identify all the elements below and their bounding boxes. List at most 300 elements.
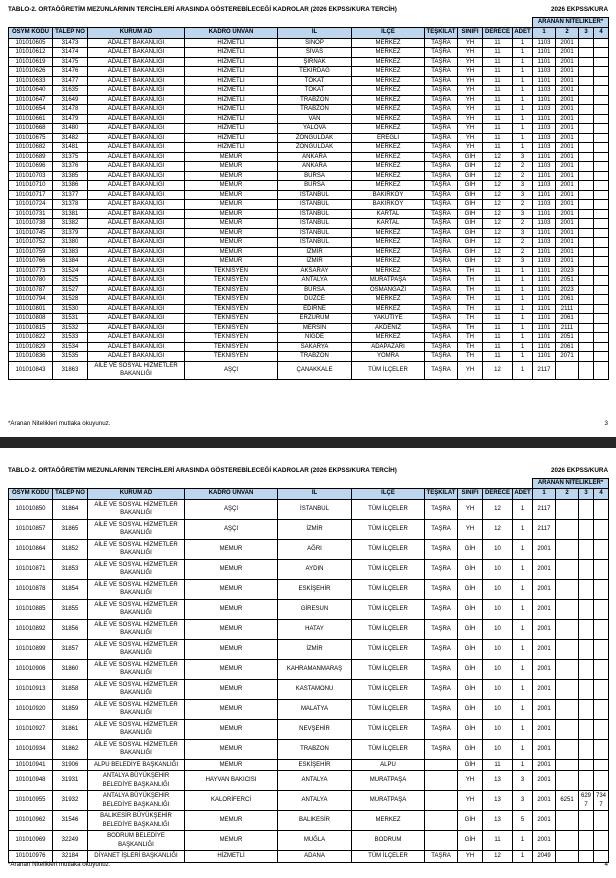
table-cell: HİZMETLİ [185, 76, 278, 86]
table-cell [594, 162, 609, 172]
table-cell [594, 342, 609, 352]
table-cell [579, 314, 594, 324]
table-cell: TAŞRA [425, 76, 458, 86]
table-cell [579, 219, 594, 229]
table-cell [579, 699, 594, 719]
table-cell [594, 38, 609, 48]
table-cell [425, 771, 458, 791]
table-row [9, 276, 609, 286]
table-cell: YH [458, 95, 483, 105]
footnote: *Aranan Nitelikleri mutlaka okuyunuz. [8, 420, 111, 427]
table-cell: 2001 [556, 162, 579, 172]
table-cell: 31379 [53, 228, 88, 238]
table-cell: MEMUR [185, 831, 278, 851]
table-cell: MEMUR [185, 162, 278, 172]
table-cell: 101010668 [9, 124, 53, 134]
table-cell: MEMUR [185, 171, 278, 181]
table-cell [594, 771, 609, 791]
table-cell: 1101 [533, 247, 556, 257]
table-cell: YAKUTİYE [352, 314, 425, 324]
table-cell: ADALET BAKANLIĞI [88, 181, 185, 191]
table-cell: TAŞRA [425, 304, 458, 314]
table-cell [556, 639, 579, 659]
table-cell: HATAY [278, 619, 352, 639]
table-cell: 2 [513, 171, 533, 181]
table-cell: KASTAMONU [278, 679, 352, 699]
table-cell: 101010787 [9, 285, 53, 295]
table-cell: ADALET BAKANLIĞI [88, 114, 185, 124]
table-cell: 1 [513, 333, 533, 343]
table-row [9, 67, 609, 77]
table-cell: GİH [458, 539, 483, 559]
table-cell: ADALET BAKANLIĞI [88, 352, 185, 362]
table-cell: 1101 [533, 304, 556, 314]
table-cell [594, 619, 609, 639]
table-row [9, 659, 609, 679]
table-cell: NEVŞEHİR [278, 719, 352, 739]
table-cell [594, 333, 609, 343]
table-row [9, 771, 609, 791]
table-cell: YOMRA [352, 352, 425, 362]
table-cell: 32249 [53, 831, 88, 851]
pdf-page-4 [0, 448, 616, 878]
table-cell: MERKEZ [352, 38, 425, 48]
page-number: 3 [604, 420, 608, 427]
table-cell: MEMUR [185, 659, 278, 679]
table-cell: 10 [483, 679, 513, 699]
table-row [9, 257, 609, 267]
table-row [9, 57, 609, 67]
table-cell [594, 314, 609, 324]
table-cell: MEMUR [185, 559, 278, 579]
table-cell [579, 342, 594, 352]
table-cell: HİZMETLİ [185, 38, 278, 48]
column-header: ÖSYM KODU [9, 488, 53, 499]
table-cell: 101010906 [9, 659, 53, 679]
table-cell: 2001 [533, 679, 556, 699]
table-cell: 1 [513, 619, 533, 639]
table-cell: MURATPAŞA [352, 771, 425, 791]
table-cell: 11 [483, 342, 513, 352]
table-cell: ADALET BAKANLIĞI [88, 67, 185, 77]
table-cell: 1103 [533, 238, 556, 248]
table-cell: TOKAT [278, 76, 352, 86]
table-row [9, 304, 609, 314]
table-cell: TAŞRA [425, 579, 458, 599]
table-cell: ANTALYA [278, 276, 352, 286]
table-cell: MERKEZ [352, 333, 425, 343]
table-cell: 1 [513, 304, 533, 314]
table-cell: 1 [513, 599, 533, 619]
table-cell: 2001 [556, 133, 579, 143]
table-cell: İSTANBUL [278, 209, 352, 219]
table-cell [579, 811, 594, 831]
table-cell: 101010962 [9, 811, 53, 831]
table-cell: TEKNİSYEN [185, 342, 278, 352]
table-cell: 1103 [533, 257, 556, 267]
table-cell: 1101 [533, 76, 556, 86]
column-header: ÖSYM KODU [9, 27, 53, 38]
table-cell: 2023 [556, 266, 579, 276]
table-row [9, 76, 609, 86]
table-cell: 31535 [53, 352, 88, 362]
table-cell: 101010780 [9, 276, 53, 286]
table-cell: 101010969 [9, 831, 53, 851]
table-cell: TAŞRA [425, 276, 458, 286]
table-cell: TAŞRA [425, 659, 458, 679]
column-header: SINIFI [458, 488, 483, 499]
table-cell: MERKEZ [352, 162, 425, 172]
table-row [9, 639, 609, 659]
table-cell: MERKEZ [352, 152, 425, 162]
table-cell: MEMUR [185, 811, 278, 831]
table-row [9, 162, 609, 172]
page-footer [8, 861, 608, 868]
table-cell [579, 599, 594, 619]
table-row [9, 699, 609, 719]
table-cell: EREĞLİ [352, 133, 425, 143]
table-cell: 11 [483, 276, 513, 286]
table-cell: MERKEZ [352, 48, 425, 58]
table-cell [594, 105, 609, 115]
table-cell: 1 [513, 699, 533, 719]
table-cell: MERKEZ [352, 67, 425, 77]
table-cell: TÜM İLÇELER [352, 579, 425, 599]
table-cell: MURATPAŞA [352, 276, 425, 286]
column-header: 4 [594, 488, 609, 499]
table-cell: 101010829 [9, 342, 53, 352]
table-cell: NİĞDE [278, 333, 352, 343]
table-cell: YH [458, 143, 483, 153]
table-cell: 31383 [53, 247, 88, 257]
table-cell: BURSA [278, 181, 352, 191]
table-cell: ADALET BAKANLIĞI [88, 143, 185, 153]
table-cell: 1101 [533, 266, 556, 276]
table-cell: 1103 [533, 124, 556, 134]
page-footer [8, 420, 608, 427]
table-cell: GİH [458, 162, 483, 172]
table-cell [556, 599, 579, 619]
table-cell: 11 [483, 86, 513, 96]
table-cell: TAŞRA [425, 266, 458, 276]
table-row [9, 143, 609, 153]
table-cell [579, 67, 594, 77]
table-cell: 2001 [556, 171, 579, 181]
table-cell: TÜM İLÇELER [352, 719, 425, 739]
table-cell: 1 [513, 323, 533, 333]
table-cell: BAKIRKÖY [352, 190, 425, 200]
table-cell [579, 333, 594, 343]
table-cell: 101010794 [9, 295, 53, 305]
table-cell: MEMUR [185, 190, 278, 200]
table-row [9, 559, 609, 579]
table-cell: 101010885 [9, 599, 53, 619]
table-cell: 11 [483, 333, 513, 343]
table-cell: 2049 [533, 851, 556, 863]
table-cell: AİLE VE SOSYAL HİZMETLER BAKANLIĞI [88, 719, 185, 739]
table-cell: 31525 [53, 276, 88, 286]
table-cell: 1 [513, 559, 533, 579]
table-cell: 1 [513, 579, 533, 599]
table-cell: 2061 [556, 314, 579, 324]
table-cell: MEMUR [185, 739, 278, 759]
table-cell: 101010640 [9, 86, 53, 96]
table-cell: 11 [483, 323, 513, 333]
table-cell: 1103 [533, 67, 556, 77]
table-cell [556, 831, 579, 851]
table-cell: İZMİR [278, 247, 352, 257]
table-cell: GİH [458, 247, 483, 257]
table-cell: 31474 [53, 48, 88, 58]
table-cell: 101010899 [9, 639, 53, 659]
table-cell: TÜM İLÇELER [352, 659, 425, 679]
table-cell: TAŞRA [425, 295, 458, 305]
table-cell [579, 152, 594, 162]
table-cell: 1 [513, 739, 533, 759]
table-row [9, 333, 609, 343]
table-cell: TH [458, 323, 483, 333]
table-cell: TAŞRA [425, 162, 458, 172]
table-cell: ADALET BAKANLIĞI [88, 133, 185, 143]
table-cell [579, 257, 594, 267]
table-cell: 31546 [53, 811, 88, 831]
table-cell: ANTALYA BÜYÜKŞEHİR BELEDİYE BAŞKANLIĞI [88, 791, 185, 811]
table-cell: 2 [513, 200, 533, 210]
table-cell: MERKEZ [352, 86, 425, 96]
table-cell [579, 285, 594, 295]
table-cell: MERKEZ [352, 76, 425, 86]
table-cell: MERKEZ [352, 811, 425, 831]
column-header: İL [278, 488, 352, 499]
table-cell: 1 [513, 361, 533, 379]
table-cell: 6251 [556, 791, 579, 811]
table-cell: 31852 [53, 539, 88, 559]
table-cell: YH [458, 133, 483, 143]
table-cell: 2117 [533, 499, 556, 519]
table-cell: 2001 [556, 181, 579, 191]
table-cell: 13 [483, 771, 513, 791]
table-cell: YH [458, 38, 483, 48]
pdf-page-3 [0, 0, 616, 437]
table-cell: BALIKESİR [278, 811, 352, 831]
table-cell: 101010822 [9, 333, 53, 343]
table-cell: 2001 [556, 48, 579, 58]
table-cell: 11 [483, 143, 513, 153]
column-header: İLÇE [352, 27, 425, 38]
table-cell: TAŞRA [425, 361, 458, 379]
table-cell: TEKNİSYEN [185, 304, 278, 314]
table-cell: 2071 [556, 352, 579, 362]
table-cell [579, 105, 594, 115]
table-cell [556, 739, 579, 759]
table-cell: TAŞRA [425, 38, 458, 48]
table-cell: 31479 [53, 114, 88, 124]
table-cell: 2001 [556, 114, 579, 124]
table-cell [594, 659, 609, 679]
table-row [9, 152, 609, 162]
table-cell: AŞÇI [185, 519, 278, 539]
table-cell [594, 759, 609, 771]
table-cell: TÜM İLÇELER [352, 599, 425, 619]
table-cell: HİZMETLİ [185, 95, 278, 105]
table-cell: 2001 [556, 57, 579, 67]
table-cell: 2001 [556, 190, 579, 200]
table-cell: 1101 [533, 323, 556, 333]
table-cell [594, 323, 609, 333]
table-cell: TEKNİSYEN [185, 314, 278, 324]
table-cell: 31862 [53, 739, 88, 759]
table-cell: TH [458, 304, 483, 314]
table-cell [579, 133, 594, 143]
table-cell: TH [458, 266, 483, 276]
table-cell: GİH [458, 699, 483, 719]
table-cell: TAŞRA [425, 143, 458, 153]
table-cell: 2001 [556, 76, 579, 86]
table-cell [594, 95, 609, 105]
table-cell: 12 [483, 171, 513, 181]
table-cell: 1101 [533, 48, 556, 58]
table-cell [594, 238, 609, 248]
table-cell: TAŞRA [425, 719, 458, 739]
table-cell: AİLE VE SOSYAL HİZMETLER BAKANLIĞI [88, 559, 185, 579]
table-cell: 1 [513, 295, 533, 305]
table-cell: TÜM İLÇELER [352, 851, 425, 863]
footnote: *Aranan Nitelikleri mutlaka okuyunuz. [8, 861, 111, 868]
table-cell: GİH [458, 579, 483, 599]
table-cell: 1 [513, 314, 533, 324]
table-cell: TAŞRA [425, 247, 458, 257]
table-cell: 12 [483, 361, 513, 379]
table-cell: TAŞRA [425, 48, 458, 58]
table-cell: 1103 [533, 105, 556, 115]
table-title: TABLO-2. ORTAÖĞRETİM MEZUNLARININ TERCİHLERİ ARASINDA GÖSTEREBİLECEĞİ KADROLAR (2026 EKPSS/KURA TERCİH) [8, 467, 397, 474]
table-cell: MERKEZ [352, 304, 425, 314]
table-cell [579, 659, 594, 679]
table-row [9, 38, 609, 48]
table-cell [579, 831, 594, 851]
table-cell: YH [458, 105, 483, 115]
table-cell: 1 [513, 342, 533, 352]
exam-year-label: 2026 EKPSS/KURA [550, 6, 608, 13]
table-cell: ADANA [278, 851, 352, 863]
table-cell: YH [458, 48, 483, 58]
table-cell: 1101 [533, 314, 556, 324]
table-cell: 101010976 [9, 851, 53, 863]
table-cell: MERSİN [278, 323, 352, 333]
table-cell: AKSARAY [278, 266, 352, 276]
table-cell: 101010696 [9, 162, 53, 172]
table-cell [579, 200, 594, 210]
table-cell: 31865 [53, 519, 88, 539]
table-cell [579, 679, 594, 699]
table-cell: MEMUR [185, 719, 278, 739]
table-cell: 2001 [556, 38, 579, 48]
table-cell [579, 48, 594, 58]
table-cell: 1 [513, 719, 533, 739]
column-header: ADET [513, 488, 533, 499]
table-row [9, 114, 609, 124]
table-cell: 1 [513, 124, 533, 134]
table-cell: GİH [458, 559, 483, 579]
table-cell [594, 352, 609, 362]
column-header: KURUM AD [88, 27, 185, 38]
table-cell: TH [458, 342, 483, 352]
table-cell: OSMANGAZİ [352, 285, 425, 295]
table-cell: 2117 [533, 361, 556, 379]
table-cell: GİH [458, 831, 483, 851]
table-cell: MERKEZ [352, 124, 425, 134]
table-cell: ADALET BAKANLIĞI [88, 285, 185, 295]
table-cell: HİZMETLİ [185, 67, 278, 77]
column-header: 2 [556, 27, 579, 38]
table-cell: 10 [483, 639, 513, 659]
table-cell: 1101 [533, 276, 556, 286]
table-cell: ÇANAKKALE [278, 361, 352, 379]
table-cell: 2001 [556, 228, 579, 238]
table-cell: YH [458, 519, 483, 539]
table-cell [579, 352, 594, 362]
table-cell: 2001 [533, 599, 556, 619]
table-cell: SAKARYA [278, 342, 352, 352]
table-cell: 1 [513, 352, 533, 362]
column-header: ADET [513, 27, 533, 38]
table-cell [556, 619, 579, 639]
table-cell: AİLE VE SOSYAL HİZMETLER BAKANLIĞI [88, 619, 185, 639]
table-cell: TRABZON [278, 352, 352, 362]
table-cell: GİH [458, 152, 483, 162]
table-row [9, 285, 609, 295]
table-cell: MURATPAŞA [352, 791, 425, 811]
table-cell: YALOVA [278, 124, 352, 134]
table-cell: 1 [513, 499, 533, 519]
table-cell [579, 209, 594, 219]
table-cell [579, 759, 594, 771]
table-cell: 12 [483, 247, 513, 257]
table-cell: HİZMETLİ [185, 133, 278, 143]
table-cell: İSTANBUL [278, 190, 352, 200]
table-cell: 12 [483, 200, 513, 210]
table-cell: 31376 [53, 162, 88, 172]
table-cell: 31863 [53, 361, 88, 379]
table-cell: MEMUR [185, 579, 278, 599]
table-cell: KALORİFERCİ [185, 791, 278, 811]
table-cell: 12 [483, 238, 513, 248]
table-cell: MERKEZ [352, 114, 425, 124]
table-cell: 1101 [533, 95, 556, 105]
table-cell: 101010927 [9, 719, 53, 739]
table-row [9, 124, 609, 134]
table-cell: 12 [483, 228, 513, 238]
table-cell: 12 [483, 162, 513, 172]
table-cell [594, 257, 609, 267]
table-cell: TRABZON [278, 95, 352, 105]
table-cell: 31527 [53, 285, 88, 295]
table-cell: 31858 [53, 679, 88, 699]
table-cell: 11 [483, 831, 513, 851]
table-cell: TAŞRA [425, 105, 458, 115]
table-cell: TAŞRA [425, 599, 458, 619]
table-cell: 13 [483, 811, 513, 831]
table-cell: TEKNİSYEN [185, 295, 278, 305]
column-header: İLÇE [352, 488, 425, 499]
table-cell: İSTANBUL [278, 200, 352, 210]
table-cell: 101010710 [9, 181, 53, 191]
table-cell: GİH [458, 209, 483, 219]
table-cell: İSTANBUL [278, 238, 352, 248]
table-cell: 1103 [533, 219, 556, 229]
table-cell [579, 143, 594, 153]
table-cell: 6297 [579, 791, 594, 811]
